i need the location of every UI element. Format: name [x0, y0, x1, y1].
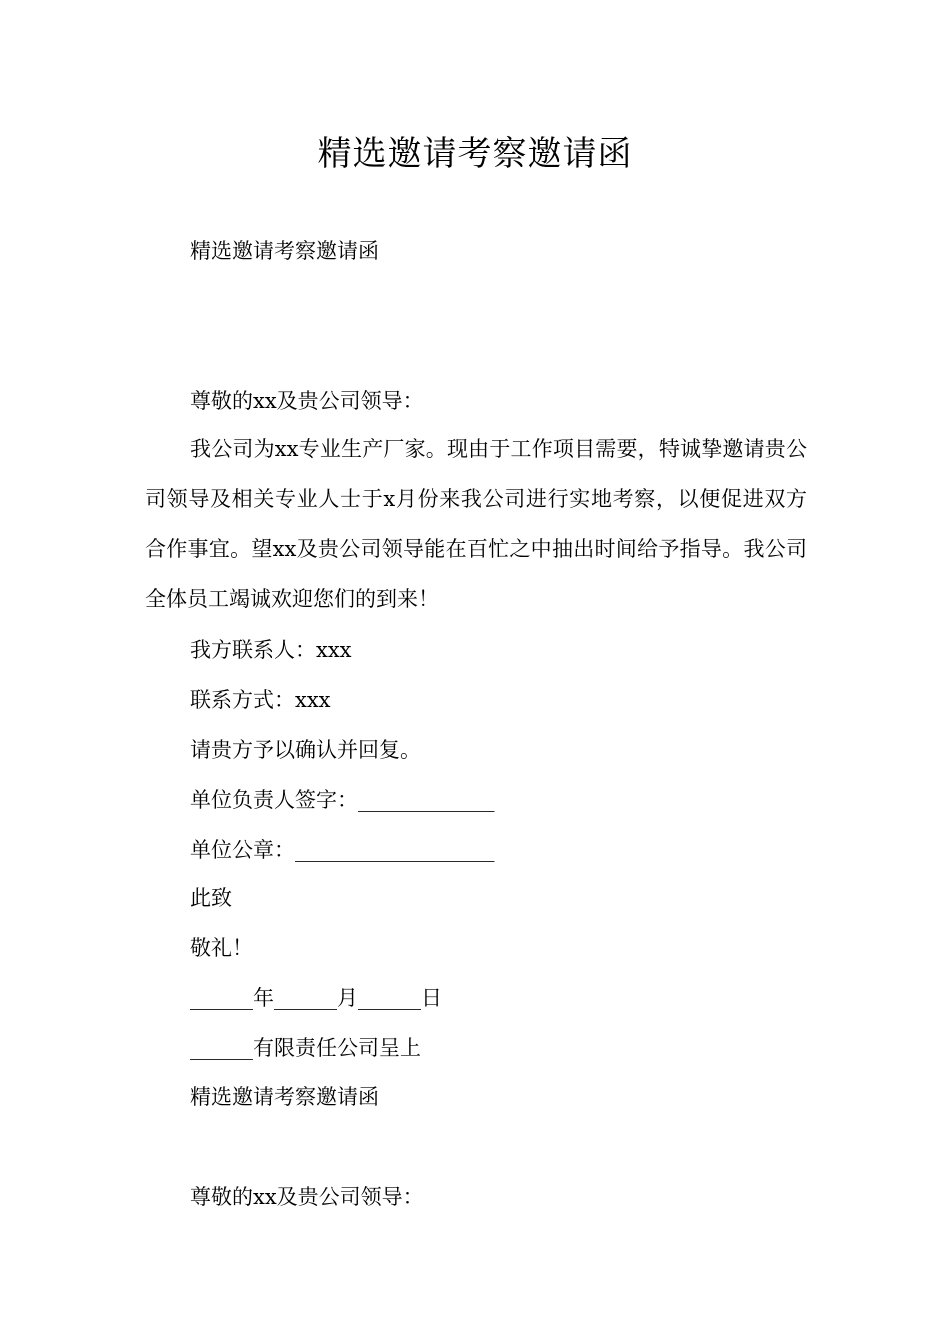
signature-line: 单位负责人签字：_____________ [190, 788, 495, 812]
document-subtitle: 精选邀请考察邀请函 [190, 239, 379, 263]
contact-method: 联系方式：xxx [190, 688, 331, 712]
closing-salute: 敬礼！ [190, 936, 253, 960]
document-title: 精选邀请考察邀请函 [317, 134, 633, 174]
body-paragraph: 我公司为xx专业生产厂家。现由于工作项目需要，特诚挚邀请贵公司领导及相关专业人士于x月份来我公司进行实地考察，以便促进双方合作事宜。望xx及贵公司领导能在百忙之中抽出时间给予指导。我公司全体员工竭诚欢迎您们的到来！ [145, 437, 807, 611]
confirm-request: 请贵方予以确认并回复。 [190, 738, 421, 762]
contact-person: 我方联系人：xxx [190, 638, 352, 662]
date-line: ______年______月______日 [190, 986, 442, 1010]
salutation: 尊敬的xx及贵公司领导： [190, 389, 424, 413]
repeat-salutation: 尊敬的xx及贵公司领导： [190, 1185, 424, 1209]
company-line: ______有限责任公司呈上 [190, 1036, 421, 1060]
closing-respectfully: 此致 [190, 886, 232, 910]
seal-line: 单位公章：___________________ [190, 838, 495, 862]
repeat-subtitle: 精选邀请考察邀请函 [190, 1085, 379, 1109]
